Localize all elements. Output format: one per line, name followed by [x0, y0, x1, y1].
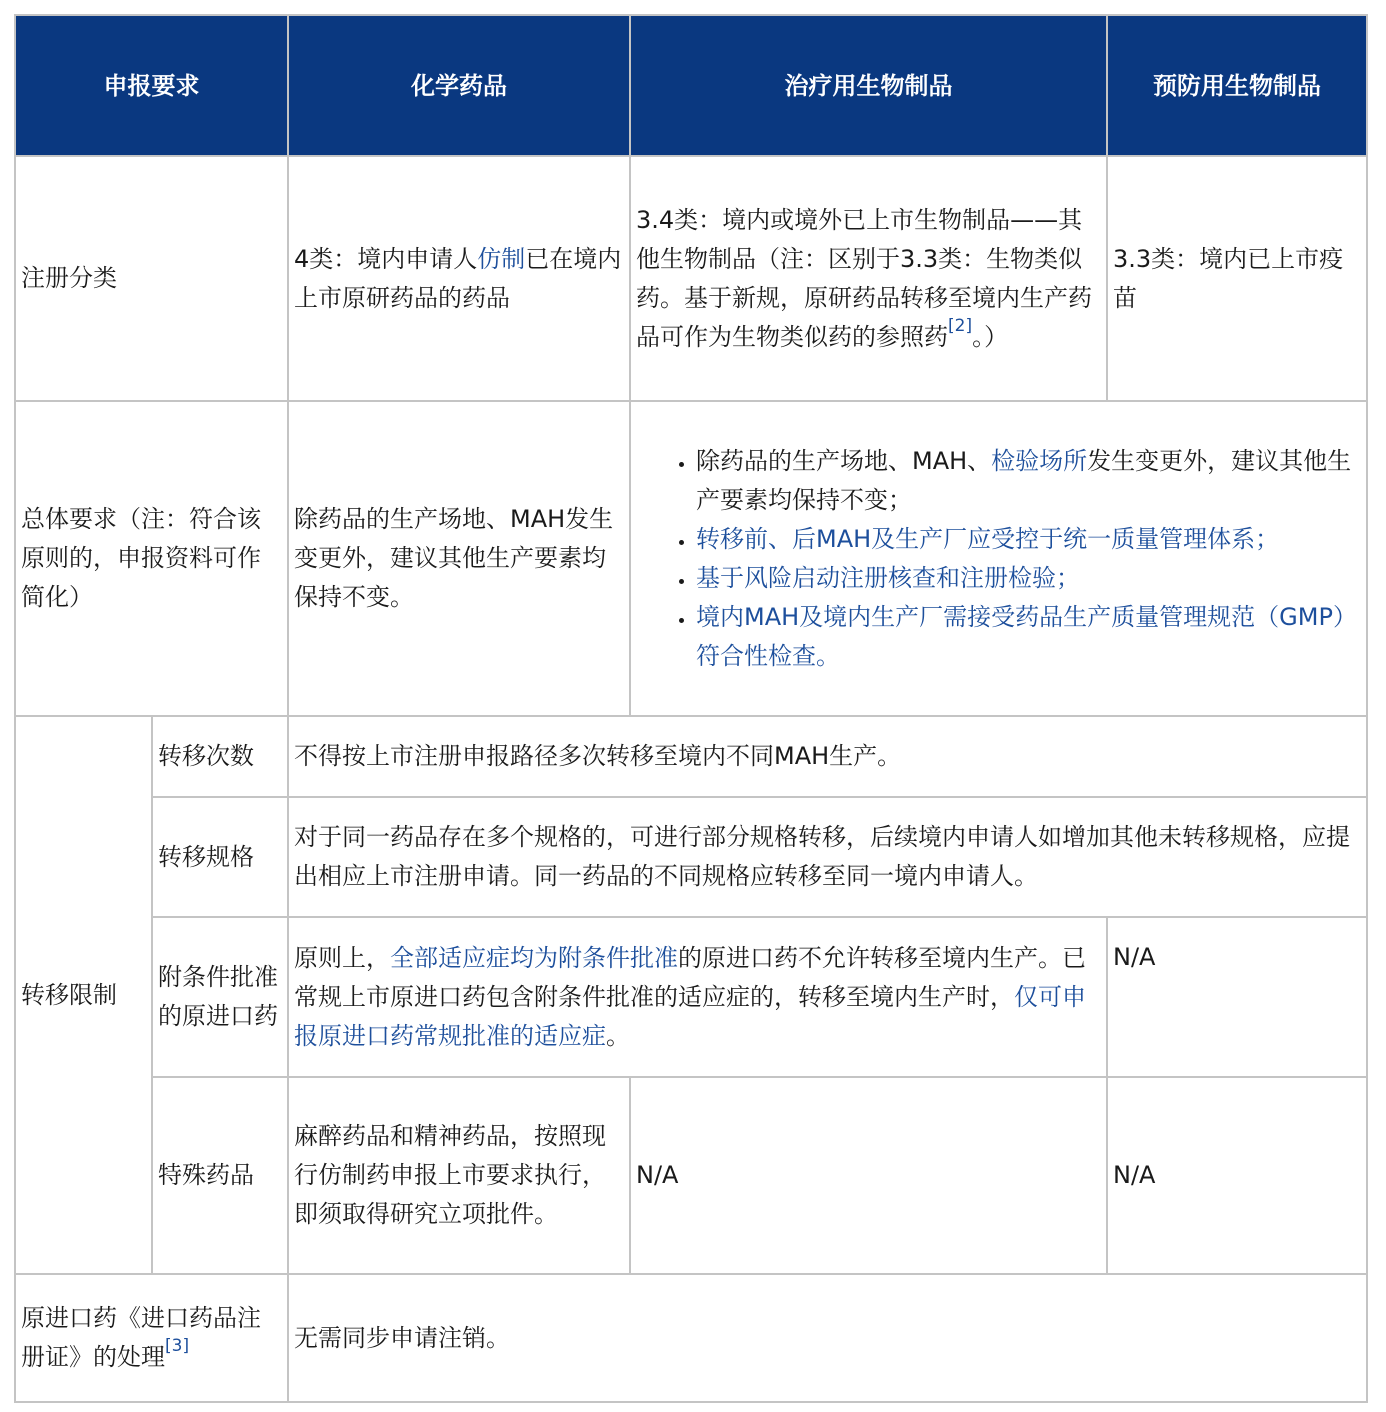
registration-category-label: 注册分类 — [15, 156, 288, 401]
list-item[interactable]: • 境内MAH及境内生产厂需接受药品生产质量管理规范（GMP）符合性检查。 — [696, 598, 1361, 676]
conditional-approval-text — [288, 917, 1107, 1077]
general-requirements-chemical: 除药品的生产场地、MAH发生变更外，建议其他生产要素均保持不变。 — [288, 401, 630, 716]
inspection-site-link[interactable]: 检验场所 — [991, 446, 1088, 475]
transfer-restrictions-label: 转移限制 — [15, 716, 152, 1274]
header-therapeutic-biologics: 治疗用生物制品 — [630, 15, 1107, 156]
transfer-times-text: 不得按上市注册申报路径多次转移至境内不同MAH生产。 — [288, 716, 1367, 797]
generic-drug-link[interactable]: 仿制 — [477, 244, 526, 273]
special-drugs-label: 特殊药品 — [152, 1077, 288, 1274]
list-item[interactable]: • 转移前、后MAH及生产厂应受控于统一质量管理体系； — [696, 520, 1361, 559]
conditional-approval-vaccine: N/A — [1107, 917, 1367, 1077]
registration-category-therapeutic — [630, 156, 1107, 401]
transfer-spec-text: 对于同一药品存在多个规格的，可进行部分规格转移，后续境内申请人如增加其他未转移规格，应提出相应上市注册申请。同一药品的不同规格应转移至同一境内申请人。 — [288, 797, 1367, 917]
bio-category-text: 3.4类：境内或境外已上市生物制品——其他生物制品（注：区别于3.3类：生物类似药。基于新规，原研药品转移至境内生产药品可作为生物类似药的参照药 — [636, 205, 1092, 351]
reference-2-link[interactable]: [2] — [948, 315, 973, 336]
requirements-table — [14, 14, 1368, 1403]
registration-category-vaccine: 3.3类：境内已上市疫苗 — [1107, 156, 1367, 401]
cond-text-3: 。 — [606, 1021, 630, 1050]
all-indications-link[interactable]: 全部适应症均为附条件批准 — [390, 943, 678, 972]
cond-text-1: 原则上， — [294, 943, 390, 972]
chem-category-suffix: 已在境内上市原研药品的药品 — [294, 244, 622, 312]
header-preventive-biologics: 预防用生物制品 — [1107, 15, 1367, 156]
regular-indications-link[interactable]: 仅可申报原进口药常规批准的适应症 — [294, 982, 1086, 1050]
general-requirements-label: 总体要求（注：符合该原则的，申报资料可作简化） — [15, 401, 288, 716]
list-item[interactable]: • 基于风险启动注册核查和注册检验； — [696, 559, 1361, 598]
row-special-drugs — [15, 1077, 1367, 1274]
certificate-text: 无需同步申请注销。 — [288, 1274, 1367, 1402]
special-drugs-vaccine: N/A — [1107, 1077, 1367, 1274]
certificate-label-text: 原进口药《进口药品注册证》的处理 — [21, 1304, 261, 1371]
row-certificate — [15, 1274, 1367, 1402]
registration-category-chemical — [288, 156, 630, 401]
header-row — [15, 15, 1367, 156]
certificate-label — [15, 1274, 288, 1402]
cond-text-2: 的原进口药不允许转移至境内生产。已常规上市原进口药包含附条件批准的适应症的，转移至境内生产时， — [294, 943, 1086, 1011]
row-general-requirements — [15, 401, 1367, 716]
row-transfer-spec — [15, 797, 1367, 917]
row-conditional-approval — [15, 917, 1367, 1077]
bio-category-end: 。） — [972, 322, 1009, 351]
general-requirements-biologics — [630, 401, 1367, 716]
special-drugs-therapeutic: N/A — [630, 1077, 1107, 1274]
header-requirement: 申报要求 — [15, 15, 288, 156]
chem-category-text: 4类：境内申请人 — [294, 244, 478, 273]
conditional-approval-label: 附条件批准的原进口药 — [152, 917, 288, 1077]
transfer-spec-label: 转移规格 — [152, 797, 288, 917]
list-item — [696, 442, 1361, 520]
bullet1-suffix: 发生变更外，建议其他生产要素均保持不变； — [696, 446, 1352, 514]
row-registration-category — [15, 156, 1367, 401]
reference-3-link[interactable]: [3] — [165, 1336, 190, 1356]
requirements-list — [636, 442, 1361, 676]
header-chemical-drugs: 化学药品 — [288, 15, 630, 156]
special-drugs-chemical: 麻醉药品和精神药品，按照现行仿制药申报上市要求执行，即须取得研究立项批件。 — [288, 1077, 630, 1274]
row-transfer-times — [15, 716, 1367, 797]
bullet1-prefix: 除药品的生产场地、MAH、 — [696, 446, 992, 475]
transfer-times-label: 转移次数 — [152, 716, 288, 797]
